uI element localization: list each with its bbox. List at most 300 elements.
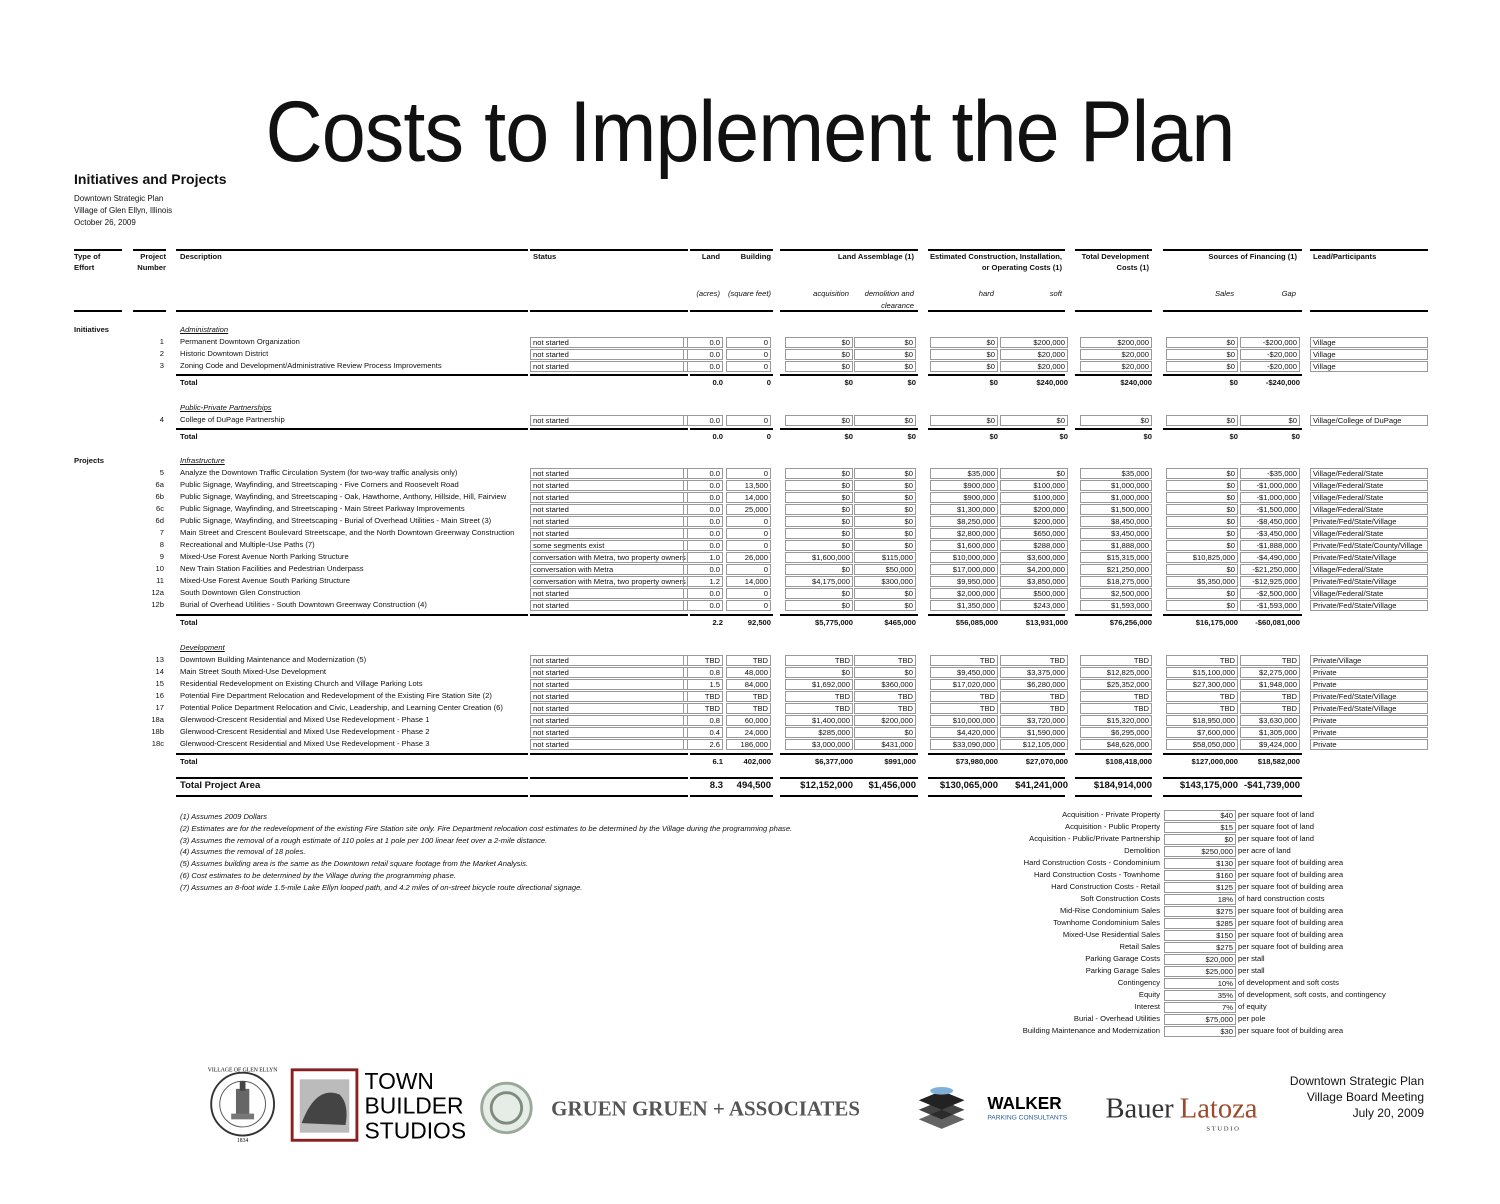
value-cell-gap: -$200,000 <box>1240 337 1300 348</box>
value-cell-sales: $58,050,000 <box>1166 739 1238 750</box>
total-demo: $0 <box>907 378 916 387</box>
value-cell-demo: $0 <box>854 540 916 551</box>
col-header-type: Type of <box>74 252 101 261</box>
project-lead: Private/Fed/State/Village <box>1310 703 1428 714</box>
value-cell-acq: $285,000 <box>785 727 853 738</box>
value-cell-land: 0.8 <box>683 715 723 726</box>
assumption-unit: per square foot of building area <box>1238 942 1344 951</box>
value-cell-soft: $1,590,000 <box>1000 727 1068 738</box>
project-lead: Private <box>1310 727 1428 738</box>
value-cell-total: $20,000 <box>1080 349 1152 360</box>
project-status: not started <box>530 667 688 678</box>
value-cell-hard: $0 <box>930 415 998 426</box>
value-cell-acq: $0 <box>785 480 853 491</box>
header-rule <box>1163 249 1302 251</box>
value-cell-gap: -$8,450,000 <box>1240 516 1300 527</box>
value-cell-sales: $15,100,000 <box>1166 667 1238 678</box>
value-cell-total: $15,320,000 <box>1080 715 1152 726</box>
total-acq: $0 <box>844 432 853 441</box>
footer-line: Downtown Strategic Plan <box>1289 1074 1424 1088</box>
value-cell-gap: -$4,490,000 <box>1240 552 1300 563</box>
value-cell-land: 0.0 <box>683 415 723 426</box>
project-lead: Village <box>1310 349 1428 360</box>
header-rule <box>176 249 528 251</box>
total-rule <box>530 795 688 797</box>
value-cell-total: $1,888,000 <box>1080 540 1152 551</box>
value-cell-land: 0.0 <box>683 564 723 575</box>
bauer-text: Bauer <box>1105 1093 1174 1125</box>
value-cell-hard: $10,000,000 <box>930 552 998 563</box>
project-number: 18b <box>151 727 164 736</box>
project-lead: Village <box>1310 337 1428 348</box>
project-lead: Village/Federal/State <box>1310 528 1428 539</box>
project-lead: Private/Village <box>1310 655 1428 666</box>
col-header-description: Description <box>180 252 222 261</box>
project-lead: Private/Fed/State/Village <box>1310 691 1428 702</box>
value-cell-sales: $0 <box>1166 468 1238 479</box>
value-cell-land: TBD <box>683 691 723 702</box>
value-cell-soft: $3,720,000 <box>1000 715 1068 726</box>
project-lead: Village/Federal/State <box>1310 480 1428 491</box>
value-cell-gap: -$1,888,000 <box>1240 540 1300 551</box>
project-description: Public Signage, Wayfinding, and Streetscaping - Five Corners and Roosevelt Road <box>180 480 459 489</box>
total-rule <box>928 428 1065 430</box>
value-cell-soft: $20,000 <box>1000 349 1068 360</box>
project-lead: Private <box>1310 679 1428 690</box>
value-cell-land: 0.4 <box>683 727 723 738</box>
value-cell-hard: $9,450,000 <box>930 667 998 678</box>
value-cell-total: $8,450,000 <box>1080 516 1152 527</box>
value-cell-hard: $17,020,000 <box>930 679 998 690</box>
total-rule <box>690 753 773 755</box>
assumption-value: $285 <box>1164 918 1236 929</box>
value-cell-sales: $0 <box>1166 516 1238 527</box>
header-rule <box>74 310 122 312</box>
value-cell-total: $6,295,000 <box>1080 727 1152 738</box>
value-cell-total: TBD <box>1080 655 1152 666</box>
value-cell-gap: TBD <box>1240 691 1300 702</box>
total-label: Total <box>180 432 198 441</box>
total-rule <box>176 753 528 755</box>
walker-sub-text: PARKING CONSULTANTS <box>987 1114 1068 1122</box>
value-cell-acq: $0 <box>785 540 853 551</box>
project-lead: Private <box>1310 667 1428 678</box>
project-lead: Private/Fed/State/Village <box>1310 552 1428 563</box>
value-cell-soft: TBD <box>1000 655 1068 666</box>
value-cell-sales: $10,825,000 <box>1166 552 1238 563</box>
total-rule <box>1163 374 1302 376</box>
value-cell-soft: $650,000 <box>1000 528 1068 539</box>
value-cell-total: $1,593,000 <box>1080 600 1152 611</box>
total-label: Total <box>180 757 198 766</box>
total-hard: $0 <box>989 378 998 387</box>
col-sub-soft: soft <box>1049 289 1062 298</box>
project-status: not started <box>530 679 688 690</box>
value-cell-sales: $0 <box>1166 480 1238 491</box>
value-cell-demo: $0 <box>854 492 916 503</box>
footer-line: July 20, 2009 <box>1352 1106 1424 1120</box>
header-line: October 26, 2009 <box>74 218 136 227</box>
col-sub-sales: Sales <box>1215 289 1234 298</box>
col-unit-building: (square feet) <box>727 289 771 298</box>
value-cell-total: $20,000 <box>1080 361 1152 372</box>
col-sub-demolition: demolition and <box>864 289 914 298</box>
assumption-unit: per acre of land <box>1238 846 1291 855</box>
header-rule <box>690 249 773 251</box>
gruen-logo <box>482 1083 860 1133</box>
total-rule <box>530 614 688 616</box>
assumption-unit: per square foot of building area <box>1238 1026 1344 1035</box>
total-rule <box>176 428 528 430</box>
assumption-unit: per square foot of land <box>1238 810 1314 819</box>
total-rule <box>1163 795 1302 797</box>
total-gap: -$240,000 <box>1265 378 1300 387</box>
grand-total-hard: $130,065,000 <box>939 780 998 791</box>
gruen-text: GRUEN GRUEN + ASSOCIATES <box>551 1096 861 1121</box>
total-gap: $18,582,000 <box>1257 757 1300 766</box>
value-cell-hard: TBD <box>930 691 998 702</box>
total-soft: $27,070,000 <box>1025 757 1068 766</box>
value-cell-total: $1,000,000 <box>1080 480 1152 491</box>
value-cell-bldg: 0 <box>726 337 771 348</box>
project-number: 15 <box>155 679 164 688</box>
grand-total-demo: $1,456,000 <box>868 780 916 791</box>
value-cell-hard: $8,250,000 <box>930 516 998 527</box>
assumption-unit: of hard construction costs <box>1238 894 1325 903</box>
project-number: 4 <box>159 415 164 424</box>
project-lead: Village/Federal/State <box>1310 588 1428 599</box>
total-rule <box>176 777 528 779</box>
project-description: Glenwood-Crescent Residential and Mixed Use Redevelopment - Phase 2 <box>180 727 430 736</box>
footnote: (5) Assumes building area is the same as the Downtown retail square footage from the Market Analysis. <box>180 859 529 869</box>
total-total: $76,256,000 <box>1109 618 1152 627</box>
total-rule <box>928 614 1065 616</box>
total-rule <box>1075 614 1152 616</box>
project-status: conversation with Metra, two property owners <box>530 552 688 563</box>
total-land: 0.0 <box>712 432 723 441</box>
value-cell-bldg: 84,000 <box>726 679 771 690</box>
col-header-type: Effort <box>74 263 95 272</box>
value-cell-hard: $900,000 <box>930 480 998 491</box>
value-cell-land: 0.0 <box>683 588 723 599</box>
project-number: 8 <box>159 540 164 549</box>
project-status: not started <box>530 715 688 726</box>
value-cell-acq: $0 <box>785 337 853 348</box>
project-description: Glenwood-Crescent Residential and Mixed Use Redevelopment - Phase 1 <box>180 715 430 724</box>
value-cell-soft: $3,850,000 <box>1000 576 1068 587</box>
col-header-status: Status <box>533 252 557 261</box>
value-cell-hard: TBD <box>930 655 998 666</box>
grand-total-label: Total Project Area <box>180 780 261 791</box>
total-rule <box>1163 777 1302 779</box>
assumption-value: $275 <box>1164 942 1236 953</box>
assumption-value: $25,000 <box>1164 966 1236 977</box>
project-lead: Village <box>1310 361 1428 372</box>
total-hard: $0 <box>989 432 998 441</box>
value-cell-demo: $360,000 <box>854 679 916 690</box>
project-number: 2 <box>159 349 164 358</box>
group-label: Development <box>180 643 225 652</box>
project-description: Analyze the Downtown Traffic Circulation System (for two-way traffic analysis only) <box>180 468 458 477</box>
value-cell-hard: $9,950,000 <box>930 576 998 587</box>
total-acq: $6,377,000 <box>814 757 853 766</box>
assumption-value: $0 <box>1164 834 1236 845</box>
value-cell-land: 1.0 <box>683 552 723 563</box>
table-heading: Initiatives and Projects <box>74 171 227 187</box>
value-cell-gap: -$20,000 <box>1240 349 1300 360</box>
project-description: Potential Police Department Relocation and Civic, Leadership, and Learning Center Creation (6) <box>180 703 503 712</box>
value-cell-sales: $7,600,000 <box>1166 727 1238 738</box>
value-cell-soft: $3,600,000 <box>1000 552 1068 563</box>
group-label: Administration <box>180 325 229 334</box>
value-cell-sales: $0 <box>1166 564 1238 575</box>
assumption-label: Hard Construction Costs - Townhome <box>1033 870 1160 879</box>
project-number: 12b <box>151 600 164 609</box>
total-rule <box>690 614 773 616</box>
value-cell-demo: $50,000 <box>854 564 916 575</box>
header-rule <box>1075 310 1152 312</box>
latoza-text: Latoza <box>1179 1093 1258 1125</box>
project-number: 3 <box>159 361 164 370</box>
project-lead: Private/Fed/State/Village <box>1310 600 1428 611</box>
col-header-assemblage: Land Assemblage (1) <box>837 252 914 261</box>
total-sales: $127,000,000 <box>1191 757 1238 766</box>
assumption-label: Acquisition - Private Property <box>1062 810 1160 819</box>
assumption-label: Acquisition - Public Property <box>1065 822 1160 831</box>
value-cell-acq: $0 <box>785 528 853 539</box>
total-rule <box>780 428 918 430</box>
value-cell-acq: $0 <box>785 349 853 360</box>
value-cell-total: $0 <box>1080 415 1152 426</box>
value-cell-land: 0.0 <box>683 504 723 515</box>
value-cell-bldg: 0 <box>726 588 771 599</box>
col-header-number: Project <box>140 252 166 261</box>
footnote: (7) Assumes an 8-foot wide 1.5-mile Lake Ellyn looped path, and 4.2 miles of on-street bicycle route directional signage. <box>180 882 583 892</box>
total-soft: $13,931,000 <box>1025 618 1068 627</box>
header-rule <box>530 249 688 251</box>
assumption-label: Contingency <box>1117 978 1160 987</box>
value-cell-bldg: 0 <box>726 564 771 575</box>
value-cell-gap: -$12,925,000 <box>1240 576 1300 587</box>
total-gap: $0 <box>1291 432 1300 441</box>
value-cell-total: $48,626,000 <box>1080 739 1152 750</box>
total-rule <box>690 374 773 376</box>
header-rule <box>74 249 122 251</box>
assumption-label: Equity <box>1138 990 1160 999</box>
value-cell-bldg: 186,000 <box>726 739 771 750</box>
assumption-label: Parking Garage Sales <box>1085 966 1160 975</box>
project-lead: Village/Federal/State <box>1310 492 1428 503</box>
value-cell-demo: TBD <box>854 655 916 666</box>
village-seal-logo <box>208 1068 278 1144</box>
total-rule <box>1163 614 1302 616</box>
assumption-unit: of development and soft costs <box>1238 978 1339 987</box>
col-sub-hard: hard <box>978 289 994 298</box>
value-cell-soft: $500,000 <box>1000 588 1068 599</box>
value-cell-gap: -$1,593,000 <box>1240 600 1300 611</box>
value-cell-gap: -$1,500,000 <box>1240 504 1300 515</box>
value-cell-gap: $3,630,000 <box>1240 715 1300 726</box>
project-number: 16 <box>155 691 164 700</box>
header-rule <box>176 310 528 312</box>
value-cell-acq: $1,600,000 <box>785 552 853 563</box>
group-label: Infrastructure <box>180 456 225 465</box>
value-cell-land: 0.0 <box>683 600 723 611</box>
project-status: not started <box>530 691 688 702</box>
value-cell-land: 0.0 <box>683 349 723 360</box>
value-cell-gap: -$3,450,000 <box>1240 528 1300 539</box>
assumption-unit: of equity <box>1238 1002 1267 1011</box>
walker-logo <box>919 1087 1068 1129</box>
value-cell-land: 0.0 <box>683 516 723 527</box>
value-cell-sales: $0 <box>1166 492 1238 503</box>
total-rule <box>176 795 528 797</box>
value-cell-acq: $1,692,000 <box>785 679 853 690</box>
project-number: 17 <box>155 703 164 712</box>
value-cell-demo: $0 <box>854 667 916 678</box>
project-lead: Private <box>1310 739 1428 750</box>
value-cell-land: 0.0 <box>683 540 723 551</box>
assumption-value: $125 <box>1164 882 1236 893</box>
total-rule <box>1163 753 1302 755</box>
project-description: Mixed-Use Forest Avenue North Parking Structure <box>180 552 349 561</box>
sponsor-logos <box>180 1066 1290 1146</box>
value-cell-demo: $431,000 <box>854 739 916 750</box>
value-cell-gap: TBD <box>1240 655 1300 666</box>
value-cell-land: 0.0 <box>683 361 723 372</box>
value-cell-sales: $0 <box>1166 540 1238 551</box>
value-cell-land: 1.5 <box>683 679 723 690</box>
assumption-label: Parking Garage Costs <box>1085 954 1160 963</box>
project-description: Historic Downtown District <box>180 349 269 358</box>
value-cell-demo: $0 <box>854 504 916 515</box>
total-rule <box>780 614 918 616</box>
value-cell-total: $18,275,000 <box>1080 576 1152 587</box>
total-land: 0.0 <box>712 378 723 387</box>
total-acq: $5,775,000 <box>814 618 853 627</box>
assumption-label: Mixed-Use Residential Sales <box>1062 930 1160 939</box>
value-cell-bldg: 0 <box>726 528 771 539</box>
value-cell-bldg: TBD <box>726 703 771 714</box>
col-sub-demolition: clearance <box>881 301 914 310</box>
assumption-value: $150 <box>1164 930 1236 941</box>
value-cell-soft: TBD <box>1000 691 1068 702</box>
value-cell-bldg: 24,000 <box>726 727 771 738</box>
value-cell-land: 0.0 <box>683 528 723 539</box>
value-cell-total: TBD <box>1080 703 1152 714</box>
value-cell-soft: $100,000 <box>1000 492 1068 503</box>
value-cell-hard: $1,600,000 <box>930 540 998 551</box>
value-cell-acq: $3,000,000 <box>785 739 853 750</box>
assumption-label: Hard Construction Costs - Condominium <box>1023 858 1160 867</box>
col-unit-land: (acres) <box>696 289 720 298</box>
project-number: 7 <box>159 528 164 537</box>
project-description: Burial of Overhead Utilities - South Downtown Greenway Construction (4) <box>180 600 427 609</box>
grand-total-land: 8.3 <box>709 780 723 791</box>
total-rule <box>1163 428 1302 430</box>
total-total: $108,418,000 <box>1105 757 1152 766</box>
value-cell-demo: $300,000 <box>854 576 916 587</box>
assumption-label: Interest <box>1134 1002 1160 1011</box>
value-cell-land: TBD <box>683 703 723 714</box>
total-rule <box>1075 428 1152 430</box>
value-cell-soft: $200,000 <box>1000 516 1068 527</box>
footnote: (1) Assumes 2009 Dollars <box>180 812 268 821</box>
project-number: 6d <box>155 516 164 525</box>
total-rule <box>1075 374 1152 376</box>
assumption-value: $75,000 <box>1164 1014 1236 1025</box>
total-rule <box>690 428 773 430</box>
project-description: College of DuPage Partnership <box>180 415 285 424</box>
project-number: 1 <box>159 337 164 346</box>
assumption-value: $275 <box>1164 906 1236 917</box>
value-cell-total: $1,500,000 <box>1080 504 1152 515</box>
project-status: not started <box>530 504 688 515</box>
value-cell-total: $21,250,000 <box>1080 564 1152 575</box>
value-cell-acq: TBD <box>785 703 853 714</box>
value-cell-acq: TBD <box>785 655 853 666</box>
value-cell-soft: $200,000 <box>1000 337 1068 348</box>
value-cell-total: $12,825,000 <box>1080 667 1152 678</box>
assumption-unit: per square foot of building area <box>1238 870 1344 879</box>
col-header-number: Number <box>137 263 166 272</box>
project-status: not started <box>530 349 688 360</box>
project-status: not started <box>530 361 688 372</box>
value-cell-acq: $0 <box>785 468 853 479</box>
total-hard: $56,085,000 <box>955 618 998 627</box>
value-cell-gap: TBD <box>1240 703 1300 714</box>
value-cell-demo: $0 <box>854 600 916 611</box>
value-cell-demo: $0 <box>854 480 916 491</box>
project-lead: Village/Federal/State <box>1310 564 1428 575</box>
value-cell-bldg: 25,000 <box>726 504 771 515</box>
project-lead: Village/Federal/State <box>1310 468 1428 479</box>
total-label: Total <box>180 378 198 387</box>
project-status: not started <box>530 528 688 539</box>
assumption-unit: per square foot of land <box>1238 822 1314 831</box>
project-number: 9 <box>159 552 164 561</box>
value-cell-total: $200,000 <box>1080 337 1152 348</box>
grand-total-bldg: 494,500 <box>736 780 771 791</box>
value-cell-acq: $0 <box>785 516 853 527</box>
total-soft: $0 <box>1059 432 1068 441</box>
value-cell-bldg: 13,500 <box>726 480 771 491</box>
value-cell-total: $15,315,000 <box>1080 552 1152 563</box>
total-rule <box>1075 753 1152 755</box>
studio-text: S T U D I O <box>1206 1125 1239 1133</box>
total-rule <box>176 374 528 376</box>
total-demo: $991,000 <box>884 757 916 766</box>
value-cell-soft: $4,200,000 <box>1000 564 1068 575</box>
value-cell-sales: $0 <box>1166 600 1238 611</box>
value-cell-bldg: 14,000 <box>726 576 771 587</box>
assumption-label: Retail Sales <box>1119 942 1160 951</box>
value-cell-acq: TBD <box>785 691 853 702</box>
value-cell-hard: $0 <box>930 337 998 348</box>
total-rule <box>690 777 773 779</box>
total-hard: $73,980,000 <box>955 757 998 766</box>
value-cell-demo: $0 <box>854 337 916 348</box>
value-cell-acq: $0 <box>785 600 853 611</box>
total-rule <box>530 374 688 376</box>
footnote: (4) Assumes the removal of 18 poles. <box>180 847 306 857</box>
header-rule <box>133 310 166 312</box>
value-cell-total: $2,500,000 <box>1080 588 1152 599</box>
col-header-total: Total Development <box>1081 252 1149 261</box>
value-cell-land: 1.2 <box>683 576 723 587</box>
value-cell-gap: $0 <box>1240 415 1300 426</box>
header-line: Village of Glen Ellyn, Illinois <box>74 206 173 215</box>
